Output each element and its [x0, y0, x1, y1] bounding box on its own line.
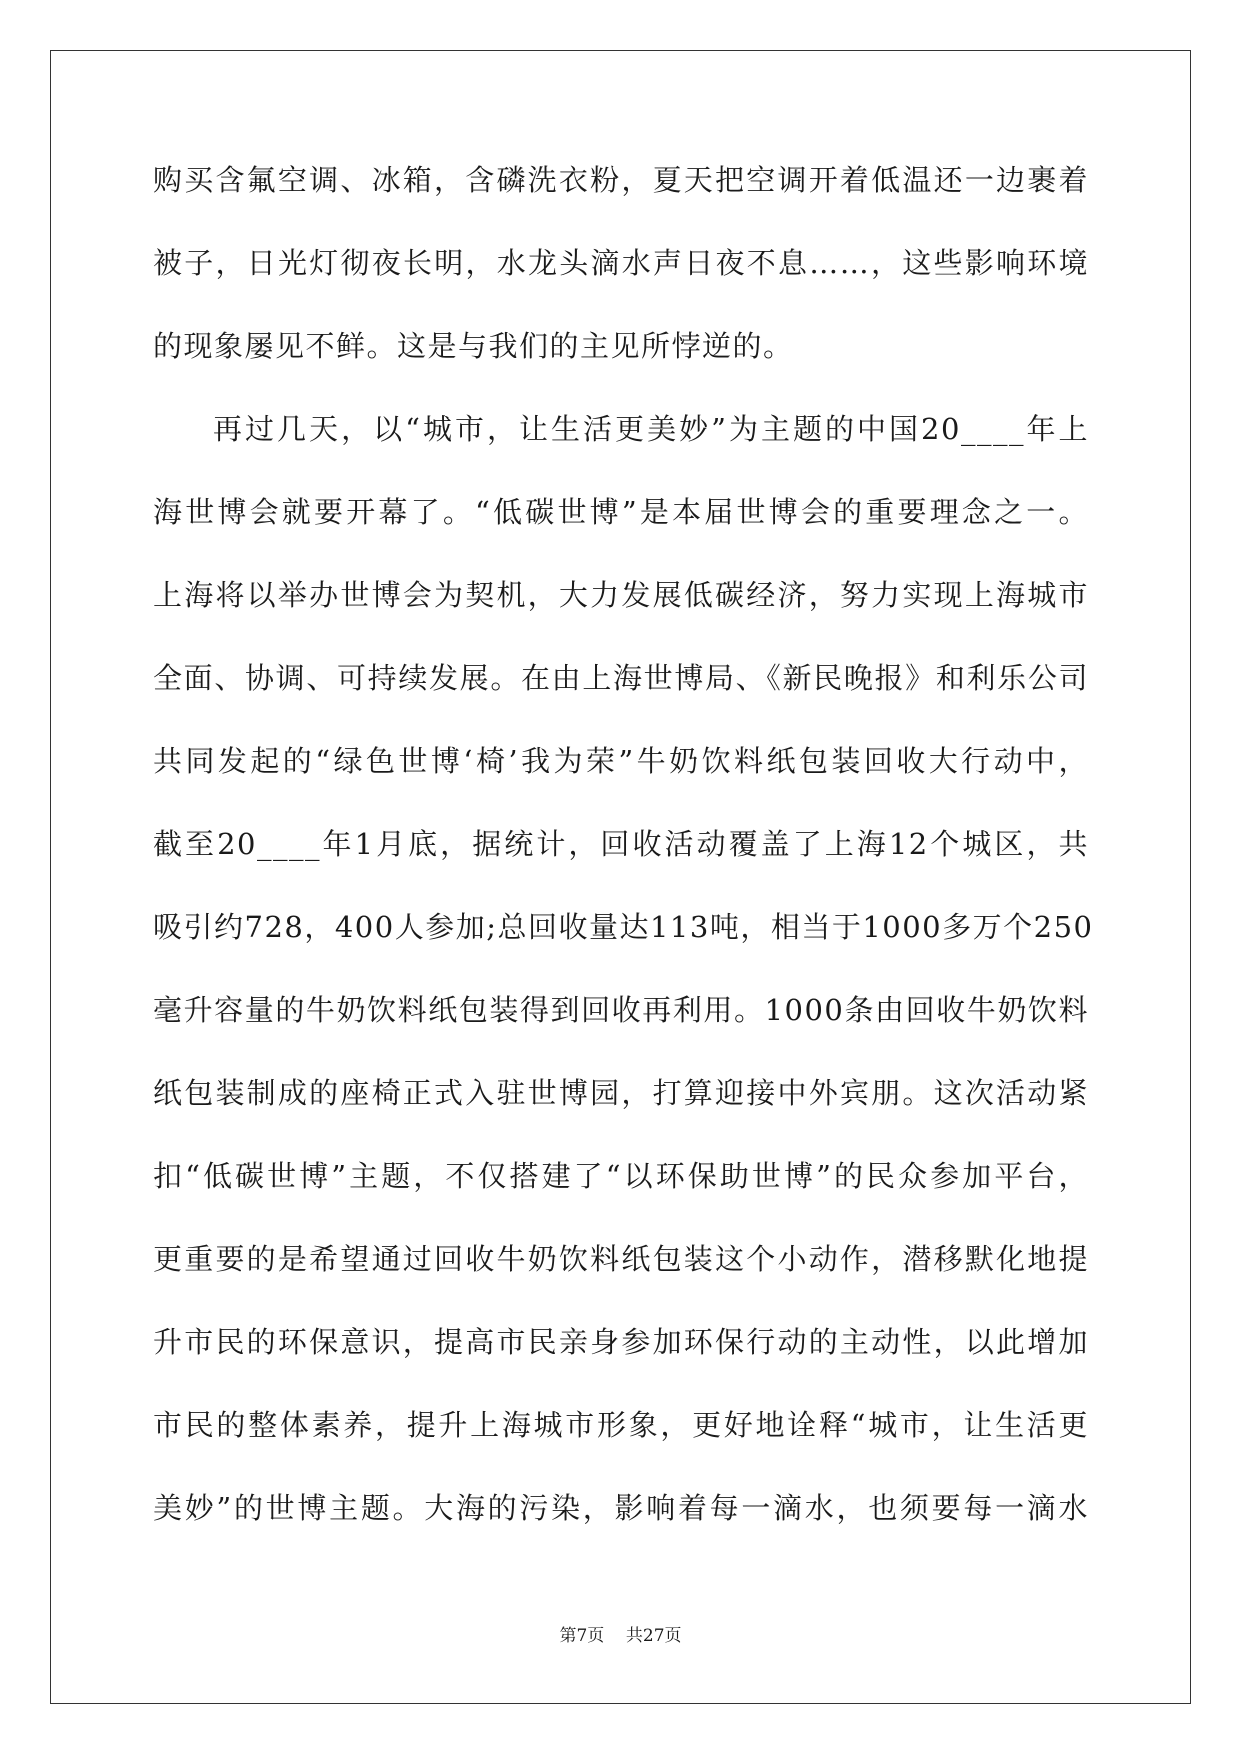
text-line: 海世博会就要开幕了。“低碳世博”是本届世博会的重要理念之一。 [153, 495, 1089, 529]
text-line: 共同发起的“绿色世博‘椅’我为荣”牛奶饮料纸包装回收大行动中， [153, 744, 1089, 778]
page-number: 第7页 共27页 [559, 1626, 682, 1646]
text-line: 升市民的环保意识，提高市民亲身参加环保行动的主动性，以此增加 [153, 1325, 1089, 1359]
text-line: 截至20____年1月底，据统计，回收活动覆盖了上海12个城区，共 [153, 827, 1089, 861]
text-line: 市民的整体素养，提升上海城市形象，更好地诠释“城市，让生活更 [153, 1408, 1089, 1442]
text-line: 全面、协调、可持续发展。在由上海世博局、《新民晚报》和利乐公司 [153, 661, 1089, 695]
text-line: 上海将以举办世博会为契机，大力发展低碳经济，努力实现上海城市 [153, 578, 1089, 612]
text-line: 毫升容量的牛奶饮料纸包装得到回收再利用。1000条由回收牛奶饮料 [153, 993, 1089, 1027]
document-body [153, 160, 1094, 1571]
text-line: 扣“低碳世博”主题，不仅搭建了“以环保助世博”的民众参加平台， [153, 1159, 1089, 1193]
text-line: 美妙”的世博主题。大海的污染，影响着每一滴水，也须要每一滴水 [153, 1491, 1089, 1525]
text-line: 再过几天，以“城市，让生活更美妙”为主题的中国20____年上 [213, 412, 1089, 446]
text-line: 纸包装制成的座椅正式入驻世博园，打算迎接中外宾朋。这次活动紧 [153, 1076, 1089, 1110]
text-line: 的现象屡见不鲜。这是与我们的主见所悖逆的。 [153, 329, 794, 363]
text-line: 被子，日光灯彻夜长明，水龙头滴水声日夜不息……，这些影响环境 [153, 246, 1089, 280]
text-line: 购买含氟空调、冰箱，含磷洗衣粉，夏天把空调开着低温还一边裹着 [153, 163, 1089, 197]
text-line: 更重要的是希望通过回收牛奶饮料纸包装这个小动作，潜移默化地提 [153, 1242, 1089, 1276]
text-line: 吸引约728，400人参加;总回收量达113吨，相当于1000多万个250 [153, 910, 1094, 944]
